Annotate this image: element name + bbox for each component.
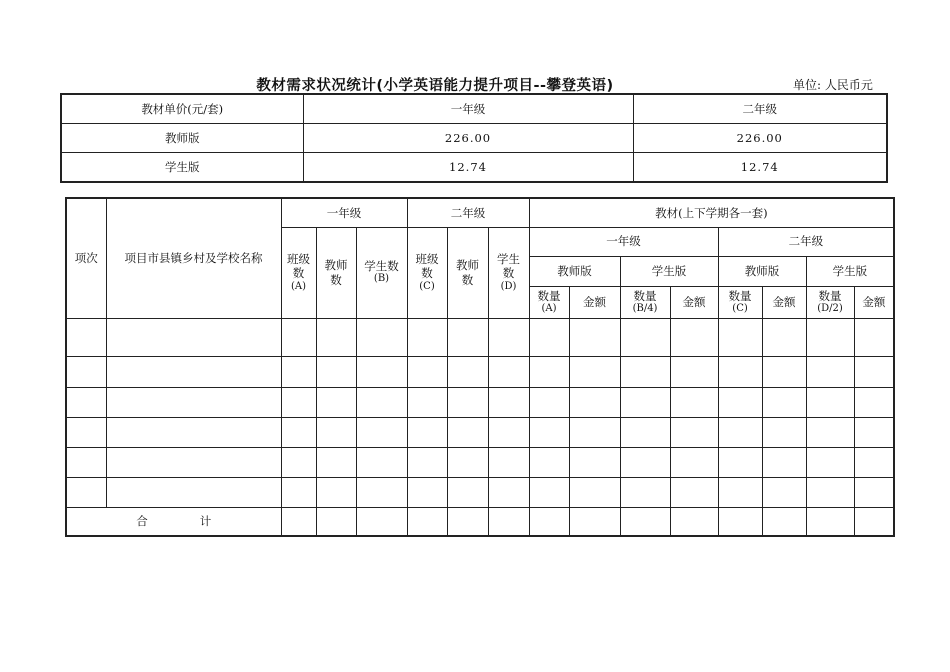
empty-cell [66,318,106,356]
empty-cell [106,356,281,387]
header-qty-d2 [806,286,854,318]
empty-cell [281,477,316,507]
header-text: 数 [502,266,515,281]
empty-cell [407,318,447,356]
empty-cell [407,447,447,477]
header-student-edition-2: 学生版 [806,256,894,286]
empty-cell [762,447,806,477]
empty-cell [529,387,569,417]
empty-cell [762,507,806,536]
header-text: 学生数 [364,259,399,274]
empty-cell [718,318,762,356]
header-text: 数量 [537,288,561,303]
empty-cell [106,318,281,356]
header-textbook-grade2: 二年级 [718,227,894,256]
total-he: 合 [136,514,148,529]
page-title: 教材需求状况统计(小学英语能力提升项目--攀登英语) [256,78,614,94]
empty-cell [620,318,670,356]
empty-cell [762,387,806,417]
price-header-label: 教材单价(元/套) [61,94,303,124]
header-text: 教师 [456,258,480,273]
header-school-name: 项目市县镇乡村及学校名称 [106,198,281,318]
empty-cell [66,477,106,507]
empty-cell [316,356,356,387]
price-value: 226.00 [303,124,633,153]
table-row [66,387,894,417]
empty-cell [316,447,356,477]
empty-cell [718,417,762,447]
empty-cell [670,356,718,387]
empty-cell [66,417,106,447]
empty-cell [316,318,356,356]
total-ji: 计 [199,514,212,529]
header-teacher-count-1 [316,227,356,318]
empty-cell [854,318,894,356]
empty-cell [407,507,447,536]
header-text: 数量 [818,288,842,303]
empty-cell [854,507,894,536]
empty-cell [356,356,407,387]
header-teacher-edition-1: 教师版 [529,256,620,286]
empty-cell [407,477,447,507]
empty-cell [806,447,854,477]
empty-cell [316,387,356,417]
demand-table [65,197,895,537]
header-grade1: 一年级 [281,198,407,227]
empty-cell [447,447,488,477]
empty-cell [569,477,620,507]
price-value: 12.74 [633,153,887,183]
price-row-label: 教师版 [61,124,303,153]
header-student-count-d [488,227,529,318]
empty-cell [670,318,718,356]
header-text: (B/4) [632,302,658,314]
empty-cell [488,387,529,417]
empty-cell [106,447,281,477]
header-class-count-c [407,227,447,318]
header-amount: 金额 [854,286,894,318]
empty-cell [620,507,670,536]
empty-cell [106,477,281,507]
empty-cell [447,387,488,417]
empty-cell [806,507,854,536]
header-text: (A) [290,280,307,292]
empty-cell [718,387,762,417]
price-value: 226.00 [633,124,887,153]
empty-cell [529,477,569,507]
empty-cell [854,447,894,477]
header-amount: 金额 [569,286,620,318]
header-row-1 [66,198,894,227]
data-rows [66,318,894,507]
empty-cell [66,447,106,477]
header-textbook-grade1: 一年级 [529,227,718,256]
empty-cell [718,356,762,387]
empty-cell [854,477,894,507]
header-text: (D) [500,280,517,292]
header-text: 班级 [287,251,310,266]
header-student-count-b [356,227,407,318]
empty-cell [854,417,894,447]
empty-cell [569,417,620,447]
empty-cell [447,507,488,536]
empty-cell [529,318,569,356]
empty-cell [620,387,670,417]
empty-cell [854,387,894,417]
empty-cell [356,417,407,447]
empty-cell [66,387,106,417]
table-row [66,318,894,356]
header-teacher-edition-2: 教师版 [718,256,806,286]
empty-cell [529,356,569,387]
header-text: 数 [461,272,474,287]
table-row [66,417,894,447]
empty-cell [488,417,529,447]
empty-cell [316,417,356,447]
empty-cell [806,318,854,356]
empty-cell [281,417,316,447]
empty-cell [670,447,718,477]
empty-cell [620,447,670,477]
empty-cell [620,417,670,447]
empty-cell [529,447,569,477]
empty-cell [569,318,620,356]
price-value: 12.74 [303,153,633,183]
empty-cell [281,318,316,356]
header-qty-a [529,286,569,318]
empty-cell [407,356,447,387]
header-text: (D/2) [817,302,843,314]
empty-cell [407,417,447,447]
empty-cell [854,356,894,387]
price-header-row [61,94,887,124]
header-text: 数量 [728,288,752,303]
empty-cell [529,417,569,447]
empty-cell [806,356,854,387]
empty-cell [806,417,854,447]
empty-cell [569,387,620,417]
empty-cell [281,507,316,536]
empty-cell [670,507,718,536]
empty-cell [488,507,529,536]
header-amount: 金额 [670,286,718,318]
table-row [66,356,894,387]
unit-price-table [60,93,888,183]
empty-cell [762,417,806,447]
empty-cell [356,447,407,477]
header-teacher-count-2 [447,227,488,318]
empty-cell [569,356,620,387]
header-student-edition-1: 学生版 [620,256,718,286]
header-qty-c [718,286,762,318]
empty-cell [488,356,529,387]
empty-cell [447,356,488,387]
empty-cell [718,507,762,536]
empty-cell [356,387,407,417]
empty-cell [670,477,718,507]
empty-cell [281,387,316,417]
header-class-count-a [281,227,316,318]
table-row [66,477,894,507]
price-header-grade2: 二年级 [633,94,887,124]
empty-cell [447,417,488,447]
empty-cell [281,356,316,387]
empty-cell [670,387,718,417]
header-index: 项次 [66,198,106,318]
header-text: (B) [373,273,390,285]
header-text: 学生 [497,251,521,266]
empty-cell [569,447,620,477]
price-row-label: 学生版 [61,153,303,183]
total-row [66,507,894,536]
empty-cell [447,477,488,507]
table-row [66,447,894,477]
empty-cell [569,507,620,536]
empty-cell [762,356,806,387]
header-text: 数量 [633,288,657,303]
header-text: 数 [292,266,305,281]
header-text: (C) [732,302,748,314]
empty-cell [762,477,806,507]
empty-cell [488,447,529,477]
empty-cell [670,417,718,447]
empty-cell [529,507,569,536]
empty-cell [316,477,356,507]
header-qty-b4 [620,286,670,318]
header-text: 数 [330,272,342,287]
empty-cell [718,477,762,507]
empty-cell [316,507,356,536]
empty-cell [488,318,529,356]
empty-cell [762,318,806,356]
empty-cell [356,477,407,507]
header-text: 数 [421,266,433,281]
empty-cell [106,417,281,447]
header-text: 教师 [324,258,348,273]
empty-cell [620,477,670,507]
empty-cell [806,387,854,417]
empty-cell [356,318,407,356]
header-grade2: 二年级 [407,198,529,227]
empty-cell [281,447,316,477]
empty-cell [718,447,762,477]
price-row-student [61,153,887,183]
header-amount: 金额 [762,286,806,318]
empty-cell [806,477,854,507]
empty-cell [356,507,407,536]
empty-cell [447,318,488,356]
total-label [66,507,281,536]
empty-cell [407,387,447,417]
empty-cell [66,356,106,387]
price-header-grade1: 一年级 [303,94,633,124]
empty-cell [620,356,670,387]
header-text: (C) [419,280,435,292]
empty-cell [488,477,529,507]
price-row-teacher [61,124,887,153]
header-textbook: 教材(上下学期各一套) [529,198,894,227]
currency-unit: 单位: 人民币元 [793,78,873,92]
header-text: (A) [541,302,557,314]
empty-cell [106,387,281,417]
header-text: 班级 [415,251,439,266]
